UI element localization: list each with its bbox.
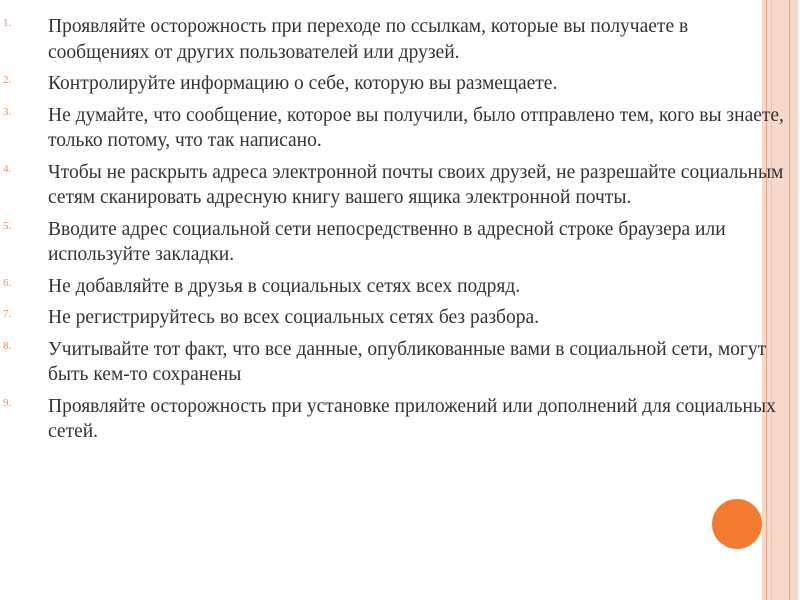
- list-item: [0, 274, 790, 300]
- item-number: 4.: [3, 162, 12, 175]
- item-number: 3.: [3, 105, 12, 118]
- item-text: Контролируйте информацию о себе, которую вы размещаете.: [48, 73, 558, 94]
- item-number: 1.: [3, 17, 12, 29]
- decorative-circle: [712, 499, 762, 549]
- item-number: 2.: [3, 74, 12, 86]
- list-item: [0, 71, 790, 97]
- list-item: [0, 217, 790, 268]
- safety-tips-list: [0, 14, 790, 451]
- item-number: 8.: [3, 339, 12, 352]
- list-item: [0, 337, 790, 388]
- item-text: Проявляйте осторожность при установке приложений или дополнений для социальных сетей.: [48, 395, 776, 442]
- item-number: 6.: [3, 276, 12, 289]
- item-number: 9.: [3, 396, 12, 409]
- item-text: Чтобы не раскрыть адреса электронной почты своих друзей, не разрешайте социальным сетям сканировать адресную книгу вашего ящика электронной почты.: [48, 161, 784, 208]
- item-text: Проявляйте осторожность при переходе по ссылкам, которые вы получаете в сообщениях от других пользователей или друзей.: [48, 16, 689, 63]
- item-number: 5.: [3, 219, 12, 232]
- list-item: [0, 103, 790, 154]
- item-text: Не регистрируйтесь во всех социальных сетях без разбора.: [48, 307, 540, 328]
- list-item: [0, 160, 790, 211]
- item-text: Учитывайте тот факт, что все данные, опубликованные вами в социальной сети, могут быть кем-то сохранены: [48, 338, 767, 385]
- list-item: [0, 394, 790, 445]
- item-text: Не думайте, что сообщение, которое вы получили, было отправлено тем, кого вы знаете, только потому, что так написано.: [48, 104, 784, 151]
- list-item: [0, 305, 790, 331]
- list-item: [0, 14, 790, 65]
- item-text: Не добавляйте в друзья в социальных сетях всех подряд.: [48, 275, 521, 297]
- item-text: Вводите адрес социальной сети непосредственно в адресной строке браузера или используйте закладки.: [48, 218, 726, 265]
- item-number: 7.: [3, 308, 12, 320]
